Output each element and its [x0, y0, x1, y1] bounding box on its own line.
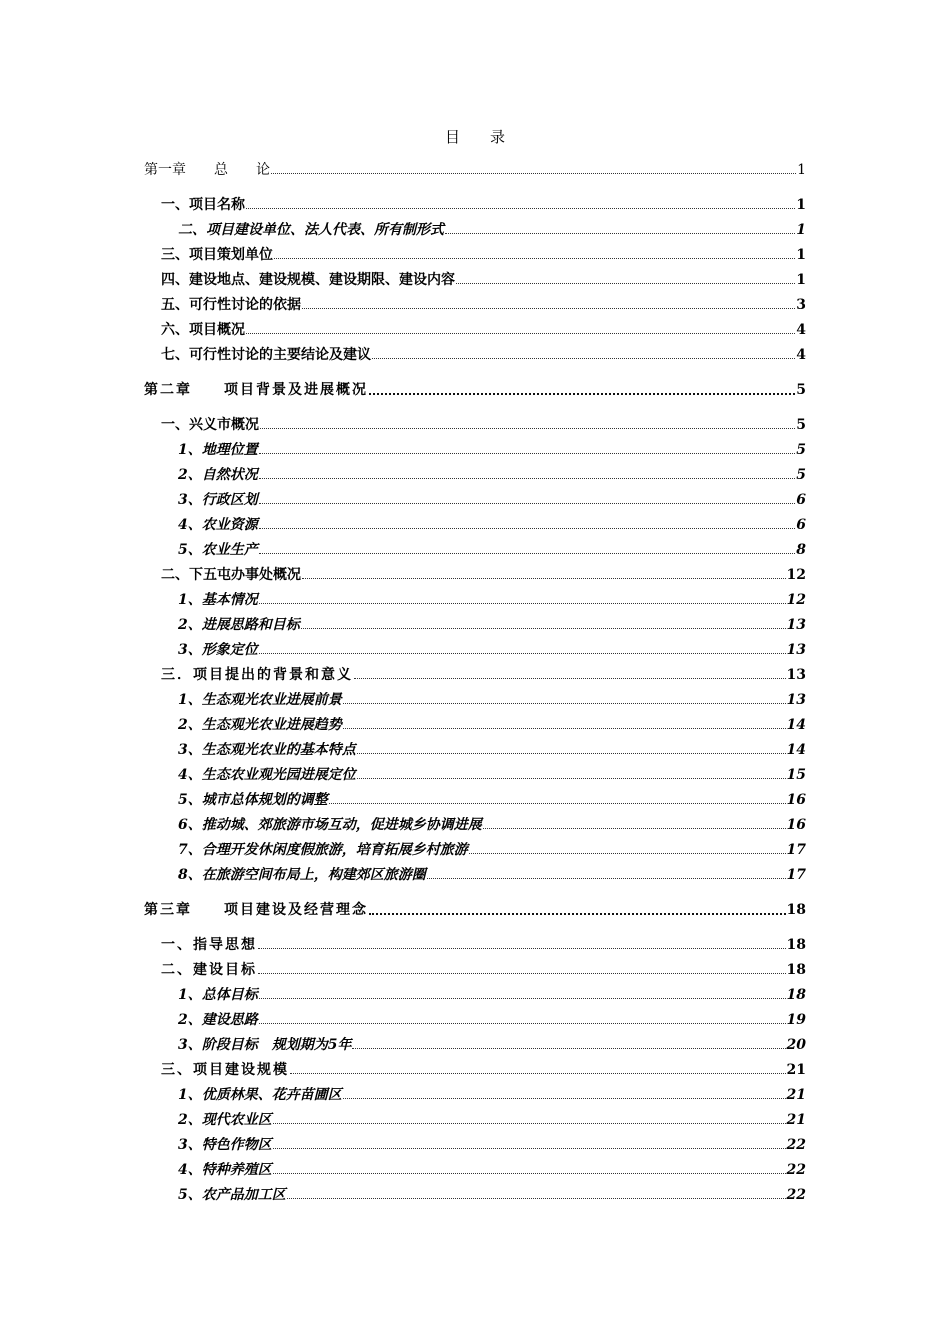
leader-dots	[259, 453, 796, 454]
leader-dots	[483, 828, 786, 829]
leader-dots	[329, 803, 786, 804]
toc-page-number: 4	[796, 347, 806, 363]
leader-dots	[287, 1198, 786, 1199]
toc-section[interactable]	[144, 343, 806, 368]
toc-entry-label: 3、形象定位	[178, 642, 258, 658]
leader-dots	[357, 778, 786, 779]
toc-page-number: 8	[796, 542, 806, 558]
toc-page-number: 1	[796, 272, 806, 288]
toc-chapter[interactable]	[144, 158, 806, 183]
toc-page-number: 1	[796, 247, 806, 263]
toc-chapter[interactable]	[144, 378, 806, 403]
toc-entry-label: 1、总体目标	[178, 987, 258, 1003]
toc-entry-label: 5、农业生产	[178, 542, 258, 558]
toc-page-number: 16	[786, 792, 806, 808]
leader-dots	[259, 553, 796, 554]
toc-entry-label: 一、项目名称	[161, 197, 245, 213]
toc-subsection[interactable]	[144, 1108, 806, 1133]
toc-entry-label: 3、生态观光农业的基本特点	[178, 742, 356, 758]
toc-subsection[interactable]	[144, 463, 806, 488]
leader-dots	[246, 208, 795, 209]
toc-page-number: 5	[796, 442, 806, 458]
toc-entry-label: 三、项目策划单位	[161, 247, 273, 263]
toc-entry-label: 3、阶段目标 规划期为5年	[178, 1037, 352, 1053]
toc-page-number: 1	[797, 162, 806, 178]
toc-entry-label: 七、可行性讨论的主要结论及建议	[161, 347, 371, 363]
toc-entry-label: 第三章 项目建设及经营理念	[144, 902, 368, 918]
toc-subsection[interactable]	[144, 763, 806, 788]
toc-entry-label: 四、建设地点、建设规模、建设期限、建设内容	[161, 272, 455, 288]
leader-dots	[352, 1048, 785, 1049]
toc-entry-label: 六、项目概况	[161, 322, 245, 338]
toc-entry-label: 3、特色作物区	[178, 1137, 272, 1153]
toc-section[interactable]	[144, 413, 806, 438]
toc-subsection[interactable]	[144, 218, 806, 243]
toc-subsection[interactable]	[144, 1133, 806, 1158]
toc-section[interactable]	[144, 1058, 806, 1083]
leader-dots	[469, 853, 786, 854]
toc-section[interactable]	[144, 663, 806, 688]
toc-entry-label: 5、农产品加工区	[178, 1187, 286, 1203]
toc-section[interactable]	[144, 563, 806, 588]
toc-title: 目录	[444, 128, 535, 146]
toc-page-number: 6	[796, 492, 806, 508]
leader-dots	[273, 1173, 786, 1174]
toc-entry-label: 8、在旅游空间布局上，构建郊区旅游圈	[178, 867, 426, 883]
toc-entry-label: 一、兴义市概况	[161, 417, 259, 433]
toc-subsection[interactable]	[144, 588, 806, 613]
toc-page-number: 18	[786, 902, 806, 918]
toc-entry-label: 4、农业资源	[178, 517, 258, 533]
leader-dots	[357, 753, 786, 754]
leader-dots	[259, 503, 796, 504]
toc-chapter[interactable]	[144, 898, 806, 923]
leader-dots	[445, 233, 795, 234]
toc-page-number: 13	[786, 692, 806, 708]
toc-page-number: 1	[796, 197, 806, 213]
toc-page-number: 21	[786, 1087, 806, 1103]
toc-page-number: 15	[786, 767, 806, 783]
toc-subsection[interactable]	[144, 1033, 806, 1058]
leader-dots	[246, 333, 795, 334]
toc-entry-label: 五、可行性讨论的依据	[161, 297, 301, 313]
toc-page-number: 22	[786, 1187, 806, 1203]
toc-page-number: 18	[786, 962, 806, 978]
toc-page-number: 17	[786, 867, 806, 883]
toc-entry-label: 7、合理开发休闲度假旅游，培育拓展乡村旅游	[178, 842, 468, 858]
toc-subsection[interactable]	[144, 513, 806, 538]
leader-dots	[456, 283, 795, 284]
leader-dots	[369, 393, 795, 395]
toc-entry-label: 第一章 总 论	[144, 162, 270, 178]
toc-subsection[interactable]	[144, 983, 806, 1008]
toc-subsection[interactable]	[144, 638, 806, 663]
toc-page-number: 21	[786, 1062, 806, 1078]
toc-entry-label: 2、生态观光农业进展趋势	[178, 717, 342, 733]
toc-page-number: 13	[786, 667, 806, 683]
toc-entry-label: 二、建设目标	[161, 962, 257, 978]
leader-dots	[302, 308, 795, 309]
toc-entry-label: 2、现代农业区	[178, 1112, 272, 1128]
toc-page-number: 14	[786, 742, 806, 758]
toc-subsection[interactable]	[144, 613, 806, 638]
leader-dots	[301, 628, 786, 629]
toc-subsection[interactable]	[144, 488, 806, 513]
toc-page-number: 5	[796, 382, 806, 398]
toc-page-number: 19	[786, 1012, 806, 1028]
toc-entry-label: 4、生态农业观光园进展定位	[178, 767, 356, 783]
leader-dots	[259, 1023, 786, 1024]
toc-page-number: 5	[796, 467, 806, 483]
toc-page-number: 4	[796, 322, 806, 338]
toc-subsection[interactable]	[144, 688, 806, 713]
leader-dots	[302, 578, 786, 579]
toc-entry-label: 第二章 项目背景及进展概况	[144, 382, 368, 398]
toc-page-number: 12	[786, 567, 806, 583]
toc-section[interactable]	[144, 268, 806, 293]
toc-page-number: 17	[786, 842, 806, 858]
leader-dots	[343, 728, 786, 729]
leader-dots	[369, 913, 786, 915]
leader-dots	[259, 998, 786, 999]
toc-subsection[interactable]	[144, 788, 806, 813]
toc-entry-label: 一、指导思想	[161, 937, 257, 953]
toc-subsection[interactable]	[144, 538, 806, 563]
toc-subsection[interactable]	[144, 713, 806, 738]
toc-subsection[interactable]	[144, 838, 806, 863]
toc-section[interactable]	[144, 933, 806, 958]
toc-page-number: 3	[796, 297, 806, 313]
toc-section[interactable]	[144, 193, 806, 218]
leader-dots	[259, 653, 786, 654]
leader-dots	[372, 358, 795, 359]
toc-entry-label: 3、行政区划	[178, 492, 258, 508]
toc-page-number: 1	[796, 222, 806, 238]
toc-entry-label: 1、地理位置	[178, 442, 258, 458]
leader-dots	[273, 1148, 786, 1149]
toc-page-number: 21	[786, 1112, 806, 1128]
toc-subsection[interactable]	[144, 1158, 806, 1183]
leader-dots	[354, 678, 786, 679]
toc-page-number: 13	[786, 617, 806, 633]
toc-section[interactable]	[144, 958, 806, 983]
toc-page-number: 22	[786, 1137, 806, 1153]
toc-page-number: 20	[786, 1037, 806, 1053]
toc-entry-label: 2、建设思路	[178, 1012, 258, 1028]
leader-dots	[274, 258, 795, 259]
toc-entry-label: 2、进展思路和目标	[178, 617, 300, 633]
leader-dots	[259, 478, 796, 479]
toc-page-number: 18	[786, 937, 806, 953]
toc-subsection[interactable]	[144, 1083, 806, 1108]
toc-entry-label: 1、基本情况	[178, 592, 258, 608]
toc-page-number: 16	[786, 817, 806, 833]
toc-entry-label: 二、下五屯办事处概况	[161, 567, 301, 583]
toc-entry-label: 5、城市总体规划的调整	[178, 792, 328, 808]
toc-subsection[interactable]	[144, 1008, 806, 1033]
toc-section[interactable]	[144, 293, 806, 318]
table-of-contents	[144, 158, 806, 1208]
toc-page-number: 12	[786, 592, 806, 608]
toc-entry-label: 6、推动城、郊旅游市场互动，促进城乡协调进展	[178, 817, 482, 833]
leader-dots	[259, 603, 786, 604]
leader-dots	[258, 948, 786, 949]
toc-page-number: 6	[796, 517, 806, 533]
leader-dots	[427, 878, 786, 879]
leader-dots	[343, 703, 786, 704]
leader-dots	[271, 173, 796, 174]
toc-entry-label: 二、项目建设单位、法人代表、所有制形式	[178, 222, 444, 238]
toc-section[interactable]	[144, 318, 806, 343]
toc-page-number: 13	[786, 642, 806, 658]
toc-entry-label: 4、特种养殖区	[178, 1162, 272, 1178]
toc-subsection[interactable]	[144, 438, 806, 463]
toc-entry-label: 1、生态观光农业进展前景	[178, 692, 342, 708]
toc-page-number: 14	[786, 717, 806, 733]
leader-dots	[259, 528, 796, 529]
leader-dots	[290, 1073, 786, 1074]
leader-dots	[273, 1123, 786, 1124]
leader-dots	[258, 973, 786, 974]
toc-entry-label: 三、项目建设规模	[161, 1062, 289, 1078]
toc-subsection[interactable]	[144, 863, 806, 888]
toc-page-number: 5	[796, 417, 806, 433]
toc-entry-label: 2、自然状况	[178, 467, 258, 483]
toc-subsection[interactable]	[144, 1183, 806, 1208]
leader-dots	[260, 428, 795, 429]
toc-subsection[interactable]	[144, 813, 806, 838]
leader-dots	[343, 1098, 786, 1099]
toc-subsection[interactable]	[144, 738, 806, 763]
toc-section[interactable]	[144, 243, 806, 268]
toc-entry-label: 1、优质林果、花卉苗圃区	[178, 1087, 342, 1103]
toc-page-number: 22	[786, 1162, 806, 1178]
toc-page-number: 18	[786, 987, 806, 1003]
toc-entry-label: 三．项目提出的背景和意义	[161, 667, 353, 683]
